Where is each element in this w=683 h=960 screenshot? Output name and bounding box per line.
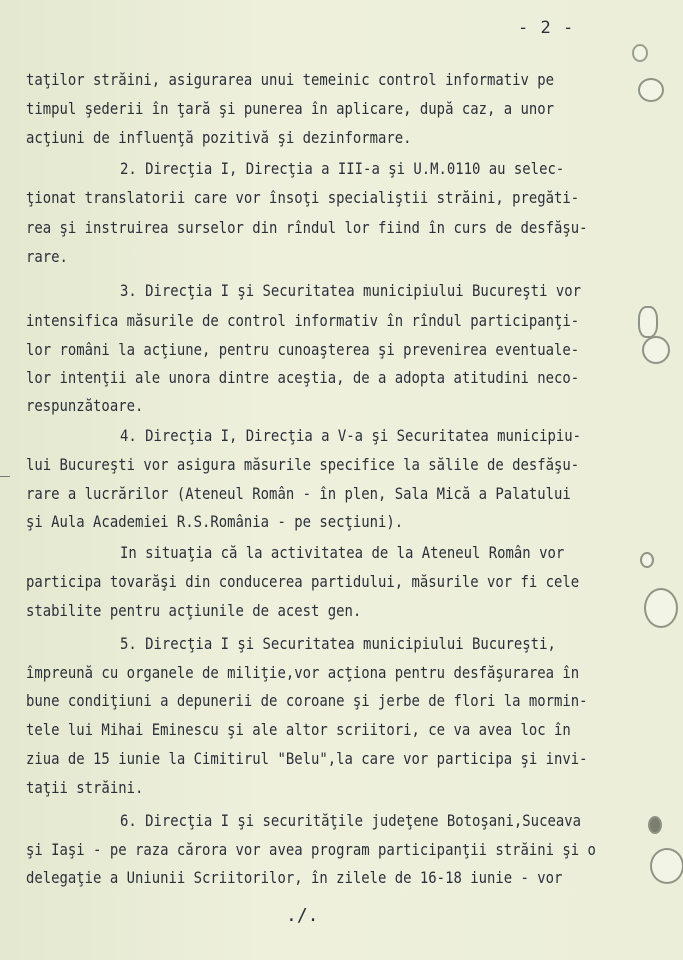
text-line: şi Iaşi - pe raza cărora vor avea program participanţii străini şi o xyxy=(26,840,596,859)
punch-hole-mark xyxy=(638,306,658,338)
text-line: ziua de 15 iunie la Cimitirul "Belu",la care vor participa şi invi- xyxy=(26,749,588,768)
page-number: - 2 - xyxy=(518,18,575,38)
punch-hole-mark xyxy=(648,816,662,834)
text-line: 4. Direcţia I, Direcţia a V-a şi Securitatea municipiu- xyxy=(120,426,581,445)
text-line: rare. xyxy=(26,247,68,266)
text-line: stabilite pentru acţiunile de acest gen. xyxy=(26,601,362,620)
text-line: rea şi instruirea surselor din rîndul lor fiind în curs de desfăşu- xyxy=(26,218,588,237)
text-line: respunzătoare. xyxy=(26,396,144,415)
text-line: tele lui Mihai Eminescu şi ale altor scriitori, ce va avea loc în xyxy=(26,720,571,739)
text-line: participa tovarăşi din conducerea partidului, măsurile vor fi cele xyxy=(26,572,580,591)
text-line: taţii străini. xyxy=(26,778,144,797)
text-line: lui Bucureşti vor asigura măsurile specifice la sălile de desfăşu- xyxy=(26,455,580,474)
punch-hole-mark xyxy=(644,588,678,628)
edge-mark xyxy=(0,476,10,477)
text-line: taţilor străini, asigurarea unui temeinic control informativ pe xyxy=(26,70,555,89)
continuation-mark: ./. xyxy=(286,905,319,926)
text-line: şi Aula Academiei R.S.România - pe secţiuni). xyxy=(26,512,404,531)
text-line: 3. Direcţia I şi Securitatea municipiului Bucureşti vor xyxy=(120,281,581,300)
text-line: rare a lucrărilor (Ateneul Român - în plen, Sala Mică a Palatului xyxy=(26,484,571,503)
text-line: intensifica măsurile de control informativ în rîndul participanţi- xyxy=(26,311,580,330)
text-line: acţiuni de influenţă pozitivă şi dezinformare. xyxy=(26,128,412,147)
text-line: In situaţia că la activitatea de la Ateneul Român vor xyxy=(120,543,565,562)
punch-hole-mark xyxy=(638,78,664,102)
punch-hole-mark xyxy=(640,552,654,568)
text-line: lor intenţii ale unora dintre aceştia, de a adopta atitudini neco- xyxy=(26,368,580,387)
text-line: ţionat translatorii care vor însoţi specialiştii străini, pregăti- xyxy=(26,188,580,207)
text-line: timpul şederii în ţară şi punerea în aplicare, după caz, a unor xyxy=(26,99,555,118)
punch-hole-mark xyxy=(632,44,648,62)
text-line: bune condiţiuni a depunerii de coroane şi jerbe de flori la mormin- xyxy=(26,691,588,710)
text-line: lor români la acţiune, pentru cunoaşterea şi prevenirea eventuale- xyxy=(26,340,580,359)
text-line: 5. Direcţia I şi Securitatea municipiului Bucureşti, xyxy=(120,634,556,653)
text-line: împreună cu organele de miliţie,vor acţiona pentru desfăşurarea în xyxy=(26,663,580,682)
text-line: 6. Direcţia I şi securităţile judeţene Botoşani,Suceava xyxy=(120,811,581,830)
text-line: delegaţie a Uniunii Scriitorilor, în zilele de 16-18 iunie - vor xyxy=(26,868,563,887)
text-line: 2. Direcţia I, Direcţia a III-a şi U.M.0110 au selec- xyxy=(120,159,565,178)
punch-hole-mark xyxy=(642,336,670,364)
punch-hole-mark xyxy=(650,848,683,884)
